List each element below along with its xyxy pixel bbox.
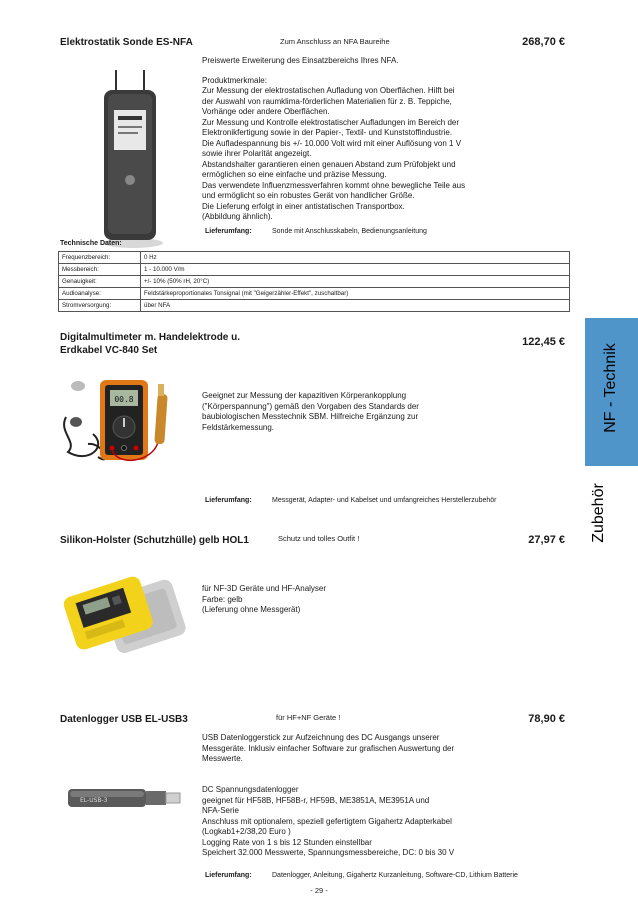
category-label-zubehoer: Zubehör xyxy=(590,483,607,543)
desc-line: Messwerte. xyxy=(202,754,243,763)
lieferumfang-label: Lieferumfang: xyxy=(205,228,252,235)
tech-value: +/- 10% (50% rH, 20°C) xyxy=(141,276,570,288)
desc-line: Geeignet zur Messung der kapazitiven Körperankopplung xyxy=(202,391,407,400)
tech-key: Genauigkeit: xyxy=(59,276,141,288)
product-price: 78,90 € xyxy=(528,713,565,725)
desc-line: Elektronikfertigung sowie in der Papier-, Textil- und Kunststoffindustrie. xyxy=(202,128,453,137)
desc-line: USB Datenloggerstick zur Aufzeichnung des DC Ausgangs unserer xyxy=(202,733,440,742)
product-price: 27,97 € xyxy=(528,534,565,546)
product-title: Datenlogger USB EL-USB3 xyxy=(60,714,188,725)
desc-line: für NF-3D Geräte und HF-Analyser xyxy=(202,584,327,593)
table-row xyxy=(59,276,570,288)
datenlogger-image xyxy=(66,783,186,813)
product-price: 268,70 € xyxy=(522,36,565,48)
product-description xyxy=(202,391,452,433)
lieferumfang-label: Lieferumfang: xyxy=(205,872,252,879)
desc-line: ("Körperspannung") gemäß den Vorgaben des Standards der xyxy=(202,401,419,411)
spec-line: Logging Rate von 1 s bis 12 Stunden einstellbar xyxy=(202,837,372,847)
spec-line: Anschluss mit optionalem, speziell gefertigtem Gigahertz Adapterkabel xyxy=(202,816,452,826)
product-title xyxy=(60,331,240,357)
desc-line: Zur Messung der elektrostatischen Aufladung von Oberflächen. Hilft bei xyxy=(202,86,455,95)
multimeter-display: 00.8 xyxy=(114,395,134,404)
spec-line: geeignet für HF58B, HF58B-r, HF59B, ME3851A, ME3951A und xyxy=(202,795,430,805)
holster-image xyxy=(60,567,190,662)
desc-line: sowie ihrer Polarität angezeigt. xyxy=(202,149,312,158)
tech-key: Messbereich: xyxy=(59,264,141,276)
product-note: Schutz und tolles Outfit ! xyxy=(278,534,360,543)
product-description xyxy=(202,56,502,223)
lieferumfang-text: Sonde mit Anschlusskabeln, Bedienungsanleitung xyxy=(272,228,427,235)
tech-key: Stromversorgung: xyxy=(59,300,141,312)
desc-line: Vorhänge oder andere Oberflächen. xyxy=(202,107,330,116)
table-row xyxy=(59,288,570,300)
tech-value: Feldstärkeproportionales Tonsignal (mit "Geigerzähler-Effekt", zuschaltbar) xyxy=(141,288,570,300)
spec-line: Speichert 32.000 Messwerte, Spannungsmessbereiche, DC: 0 bis 30 V xyxy=(202,848,455,857)
desc-line: Abstandshalter garantieren einen genauen Abstand zum Prüfobjekt und xyxy=(202,159,456,169)
product-title: Silikon-Holster (Schutzhülle) gelb HOL1 xyxy=(60,535,249,546)
product-specs xyxy=(202,785,502,859)
spec-line: DC Spannungsdatenlogger xyxy=(202,785,299,794)
desc-line: Produktmerkmale: xyxy=(202,75,267,85)
desc-line: Messgeräte. Inklusiv einfacher Software zur grafischen Auswertung der xyxy=(202,743,455,753)
desc-line: Farbe: gelb xyxy=(202,594,243,604)
tech-key: Audioanalyse: xyxy=(59,288,141,300)
desc-line: Feldstärkemessung. xyxy=(202,422,275,432)
title-line: Erdkabel VC-840 Set xyxy=(60,345,158,356)
product-note: Zum Anschluss an NFA Baureihe xyxy=(280,37,390,46)
tech-key: Frequenzbereich: xyxy=(59,252,141,264)
datenlogger-label: EL-USB-3 xyxy=(80,797,108,804)
spec-line: (Logkab1+2/38,20 Euro ) xyxy=(202,827,291,836)
category-label-nf-technik: NF - Technik xyxy=(602,343,619,433)
desc-line: Die Aufladespannung bis +/- 10.000 Volt wird mit einer Auflösung von 1 V xyxy=(202,138,462,148)
multimeter-image xyxy=(58,372,183,467)
table-row xyxy=(59,264,570,276)
tech-value: 0 Hz xyxy=(141,252,570,264)
product-description xyxy=(202,584,452,616)
lieferumfang-text: Messgerät, Adapter- und Kabelset und umfangreiches Herstellerzubehör xyxy=(272,497,497,504)
page-number: - 29 - xyxy=(310,886,328,895)
desc-line: Das verwendete Influenzmessverfahren kommt ohne bewegliche Teile aus xyxy=(202,180,466,190)
lieferumfang-text: Datenlogger, Anleitung, Gigahertz Kurzanleitung, Software-CD, Lithium Batterie xyxy=(272,872,518,879)
desc-line: (Abbildung ähnlich). xyxy=(202,212,273,221)
desc-line: Preiswerte Erweiterung des Einsatzbereichs Ihres NFA. xyxy=(202,56,399,65)
product-price: 122,45 € xyxy=(522,336,565,348)
sonde-image xyxy=(88,60,178,250)
desc-line: und ermöglicht so ein robustes Gerät von handlicher Größe. xyxy=(202,191,415,200)
tech-value: 1 - 10.000 V/m xyxy=(141,264,570,276)
product-note: für HF+NF Geräte ! xyxy=(276,713,341,722)
desc-line: der Auswahl von raumklima-förderlichen Materialien für z. B. Teppiche, xyxy=(202,96,452,106)
desc-line: Zur Messung und Kontrolle elektrostatischer Aufladungen im Bereich der xyxy=(202,117,460,127)
lieferumfang-label: Lieferumfang: xyxy=(205,497,252,504)
desc-line: (Lieferung ohne Messgerät) xyxy=(202,605,301,614)
desc-line: Die Lieferung erfolgt in einer antistatischen Transportbox. xyxy=(202,201,405,211)
title-line: Digitalmultimeter m. Handelektrode u. xyxy=(60,332,241,343)
category-sidebar xyxy=(585,318,638,553)
product-title: Elektrostatik Sonde ES-NFA xyxy=(60,37,193,48)
product-description xyxy=(202,733,492,765)
tech-data-table xyxy=(58,251,570,312)
tech-data-heading: Technische Daten: xyxy=(60,240,122,247)
table-row xyxy=(59,300,570,312)
desc-line: ermöglichen so eine einfache und präzise Messung. xyxy=(202,170,387,179)
spec-line: NFA-Serie xyxy=(202,806,239,815)
tech-value: über NFA xyxy=(141,300,570,312)
table-row xyxy=(59,252,570,264)
desc-line: baubiologischen Messtechnik SBM. Hilfreiche Ergänzung zur xyxy=(202,412,419,421)
